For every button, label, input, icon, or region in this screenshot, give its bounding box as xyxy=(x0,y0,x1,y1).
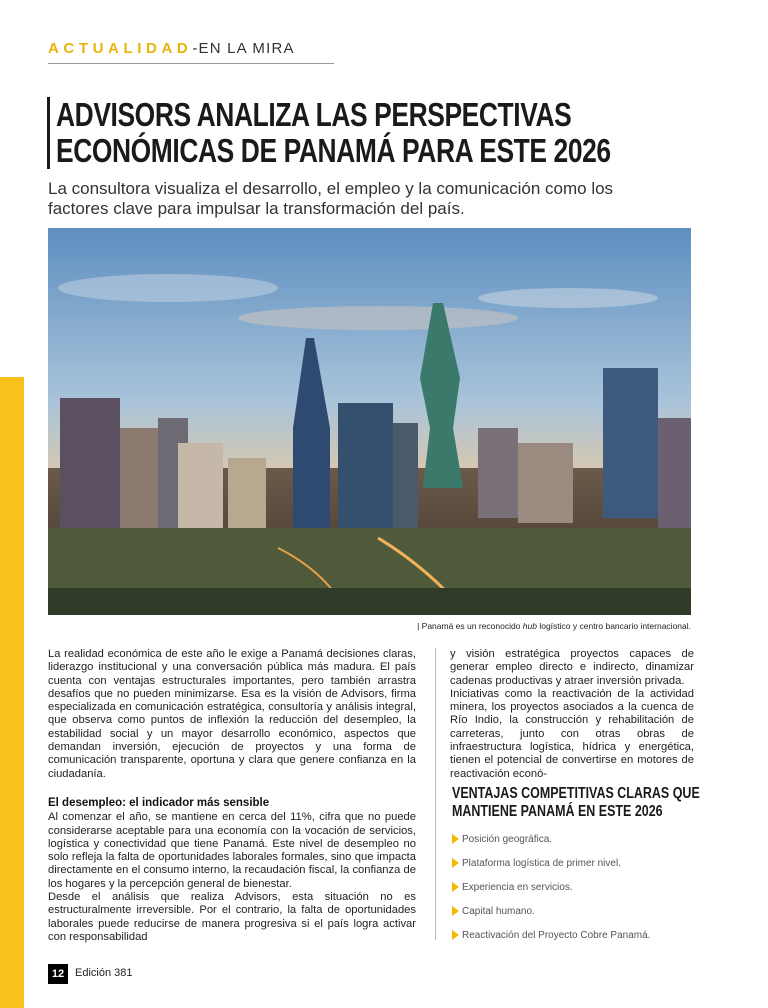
triangle-bullet-icon xyxy=(452,834,459,844)
hero-photo-panama-skyline xyxy=(48,228,691,615)
paragraph: Desde el análisis que realiza Advisors, esta situación no es estructuralmente irreversible. Por el contrario, la falta de oportunidades laborales puede reducirse de manera progresiva si el país logra activar con responsabilidad xyxy=(48,891,416,943)
subheadline: La consultora visualiza el desarrollo, el empleo y la comunicación como los factores clave para impulsar la transformación del país. xyxy=(48,179,614,218)
column-divider xyxy=(435,648,436,940)
section-rule xyxy=(48,63,334,64)
list-item: Posición geográfica. xyxy=(452,827,692,851)
photo-caption: | Panamá es un reconocido hub logístico y centro bancario internacional. xyxy=(417,621,691,631)
edition-label: Edición 381 xyxy=(75,967,133,979)
triangle-bullet-icon xyxy=(452,930,459,940)
page-number: 12 xyxy=(48,964,68,984)
list-item: Reactivación del Proyecto Cobre Panamá. xyxy=(452,923,692,947)
advantages-list xyxy=(452,827,692,947)
headline-line-1: ADVISORS ANALIZA LAS PERSPECTIVAS xyxy=(56,96,572,133)
triangle-bullet-icon xyxy=(452,906,459,916)
list-item: Plataforma logística de primer nivel. xyxy=(452,851,692,875)
list-item: Capital humano. xyxy=(452,899,692,923)
triangle-bullet-icon xyxy=(452,882,459,892)
triangle-bullet-icon xyxy=(452,858,459,868)
sidebar-box-title: VENTAJAS COMPETITIVAS CLARAS QUE MANTIENE PANAMÁ EN ESTE 2026 xyxy=(452,785,700,820)
headline-line-2: ECONÓMICAS DE PANAMÁ PARA ESTE 2026 xyxy=(56,132,611,169)
paragraph: Iniciativas como la reactivación de la actividad minera, los proyectos asociados a la cuenca de Río Indio, la construcción y rehabilitación de carreteras, junto con otras obras de infraestructura logística, hídrica y energética, tienen el potencial de convertirse en motores de reactivación econó- xyxy=(450,687,694,780)
paragraph: Al comenzar el año, se mantiene en cerca del 11%, cifra que no puede considerarse aceptable para una economía con la vocación de servicios, logística y conectividad que tiene Panamá. Este nivel de desempleo no solo refleja la falta de oportunidades laborales formales, sino que impacta directamente en el consumo interno, la recaudación fiscal, la confianza de los hogares y la percepción general de bienestar. xyxy=(48,811,416,890)
paragraph: La realidad económica de este año le exige a Panamá decisiones claras, liderazgo institucional y una conversación pública más madura. El país cuenta con ventajas estructurales importantes, pero también arrastra desafíos que no pueden minimizarse. Esa es la visión de Advisors, firma especializada en comunicación estratégica, consultoría y análisis integral, que observa como puntos de inflexión la reducción del desempleo, la estabilidad social y un mayor desarrollo económico, aspectos que demandan inversión, ejecución de proyectos y una forma de comunicación transparente, oportuna y clara que genere confianza en la ciudadanía. xyxy=(48,648,416,780)
article-column-left xyxy=(48,648,416,944)
paragraph: y visión estratégica proyectos capaces de generar empleo directo e indirecto, dinamizar cadenas productivas y atraer inversión privada. xyxy=(450,648,694,687)
headline xyxy=(47,97,647,169)
subheading: El desempleo: el indicador más sensible xyxy=(48,796,270,809)
list-item: Experiencia en servicios. xyxy=(452,875,692,899)
section-label: ACTUALIDAD xyxy=(48,40,193,57)
article-column-right xyxy=(450,648,694,781)
yellow-side-bar xyxy=(0,377,24,1008)
section-header xyxy=(48,40,334,57)
skyline-illustration xyxy=(48,228,691,615)
section-sublabel: -EN LA MIRA xyxy=(192,40,295,57)
